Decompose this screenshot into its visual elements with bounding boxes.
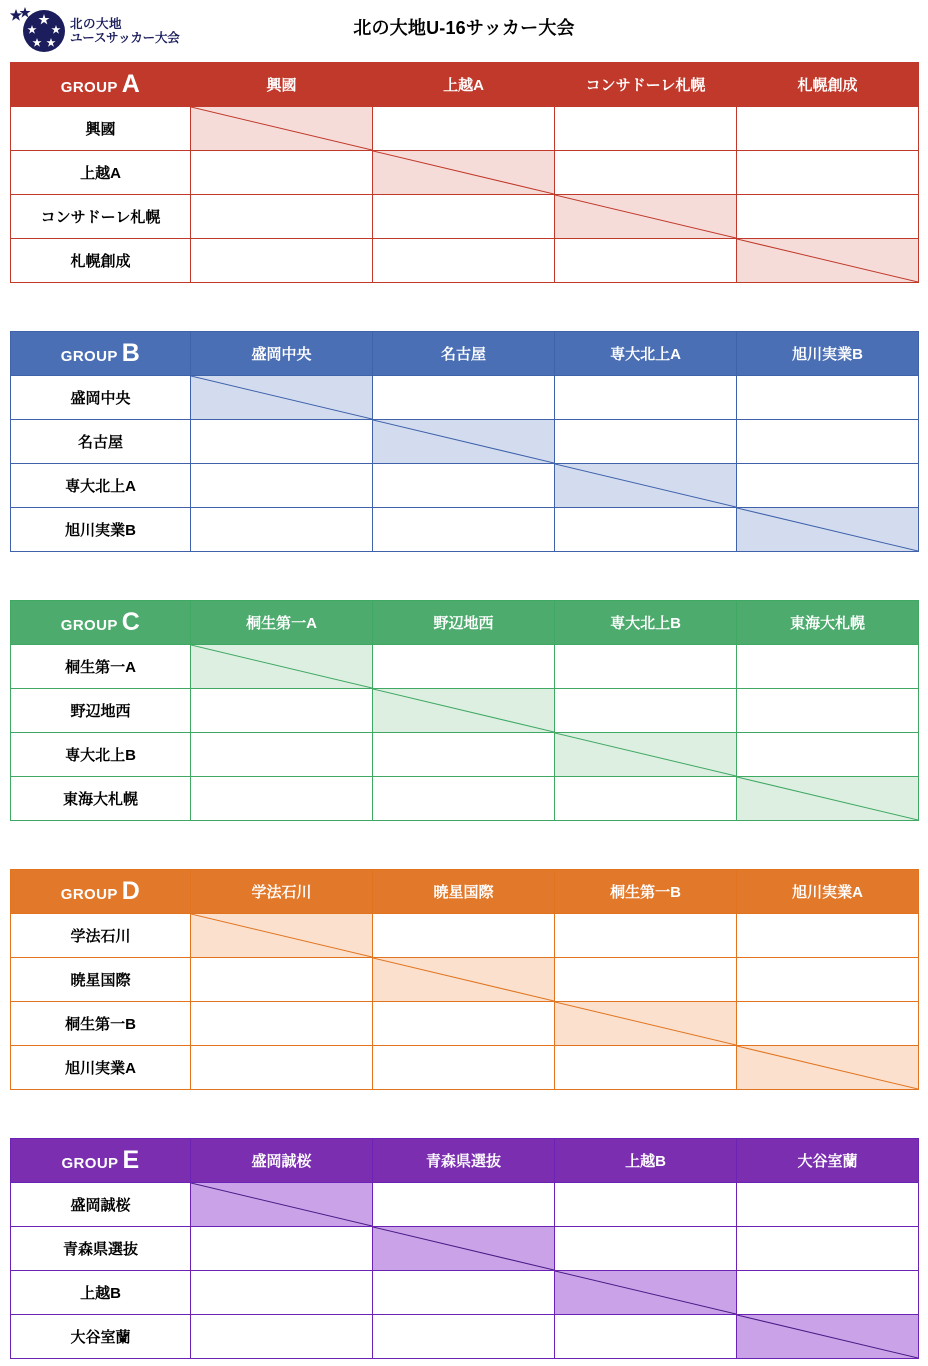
result-cell[interactable] bbox=[191, 733, 373, 777]
self-match-cell bbox=[555, 464, 737, 508]
table-row bbox=[11, 107, 919, 151]
group-heading-label: GROUP bbox=[60, 348, 118, 365]
column-header-team-2: 名古屋 bbox=[373, 332, 555, 376]
column-header-team-3: 専大北上A bbox=[555, 332, 737, 376]
table-header-row bbox=[11, 332, 919, 376]
group-heading-letter: C bbox=[121, 608, 141, 636]
column-header-team-2: 野辺地西 bbox=[373, 601, 555, 645]
diagonal-line-icon bbox=[555, 733, 736, 776]
result-cell[interactable] bbox=[373, 1002, 555, 1046]
self-match-cell bbox=[737, 508, 919, 552]
result-cell[interactable] bbox=[737, 689, 919, 733]
diagonal-line-icon bbox=[737, 508, 918, 551]
self-match-cell bbox=[555, 195, 737, 239]
result-cell[interactable] bbox=[373, 777, 555, 821]
table-header-row bbox=[11, 63, 919, 107]
result-cell[interactable] bbox=[191, 1002, 373, 1046]
diagonal-line-icon bbox=[373, 958, 554, 1001]
column-header-team-1: 学法石川 bbox=[191, 870, 373, 914]
column-header-team-3: 専大北上B bbox=[555, 601, 737, 645]
row-label-team-2: 暁星国際 bbox=[11, 958, 191, 1002]
row-label-team-2: 青森県選抜 bbox=[11, 1227, 191, 1271]
result-cell[interactable] bbox=[191, 777, 373, 821]
table-row bbox=[11, 1183, 919, 1227]
row-label-team-1: 桐生第一A bbox=[11, 645, 191, 689]
column-header-team-3: コンサドーレ札幌 bbox=[555, 63, 737, 107]
group-heading-d bbox=[11, 870, 191, 914]
result-cell[interactable] bbox=[737, 1002, 919, 1046]
result-cell[interactable] bbox=[191, 195, 373, 239]
result-cell[interactable] bbox=[555, 376, 737, 420]
result-cell[interactable] bbox=[555, 777, 737, 821]
result-cell[interactable] bbox=[737, 151, 919, 195]
result-cell[interactable] bbox=[555, 107, 737, 151]
result-cell[interactable] bbox=[555, 151, 737, 195]
table-row bbox=[11, 151, 919, 195]
table-header-row bbox=[11, 1139, 919, 1183]
result-cell[interactable] bbox=[191, 508, 373, 552]
result-cell[interactable] bbox=[373, 107, 555, 151]
table-row bbox=[11, 645, 919, 689]
group-heading-b bbox=[11, 332, 191, 376]
diagonal-line-icon bbox=[373, 420, 554, 463]
result-cell[interactable] bbox=[555, 1315, 737, 1359]
result-cell[interactable] bbox=[555, 420, 737, 464]
row-label-team-1: 盛岡中央 bbox=[11, 376, 191, 420]
result-cell[interactable] bbox=[373, 464, 555, 508]
table-row bbox=[11, 914, 919, 958]
group-heading-label: GROUP bbox=[60, 886, 118, 903]
result-cell[interactable] bbox=[191, 689, 373, 733]
result-cell[interactable] bbox=[555, 508, 737, 552]
result-cell[interactable] bbox=[191, 420, 373, 464]
row-label-team-2: 上越A bbox=[11, 151, 191, 195]
row-label-team-3: 専大北上A bbox=[11, 464, 191, 508]
group-heading-letter: B bbox=[121, 339, 141, 367]
diagonal-line-icon bbox=[737, 1315, 918, 1358]
result-cell[interactable] bbox=[373, 1183, 555, 1227]
result-cell[interactable] bbox=[737, 958, 919, 1002]
result-cell[interactable] bbox=[555, 1227, 737, 1271]
self-match-cell bbox=[737, 239, 919, 283]
result-cell[interactable] bbox=[373, 914, 555, 958]
self-match-cell bbox=[191, 645, 373, 689]
row-label-team-2: 名古屋 bbox=[11, 420, 191, 464]
diagonal-line-icon bbox=[737, 777, 918, 820]
table-row bbox=[11, 1002, 919, 1046]
self-match-cell bbox=[191, 107, 373, 151]
column-header-team-1: 興國 bbox=[191, 63, 373, 107]
result-cell[interactable] bbox=[555, 1183, 737, 1227]
self-match-cell bbox=[555, 733, 737, 777]
column-header-team-4: 東海大札幌 bbox=[737, 601, 919, 645]
table-row bbox=[11, 958, 919, 1002]
result-cell[interactable] bbox=[737, 914, 919, 958]
row-label-team-3: 専大北上B bbox=[11, 733, 191, 777]
column-header-team-2: 暁星国際 bbox=[373, 870, 555, 914]
diagonal-line-icon bbox=[555, 1271, 736, 1314]
diagonal-line-icon bbox=[737, 1046, 918, 1089]
self-match-cell bbox=[191, 376, 373, 420]
diagonal-line-icon bbox=[191, 914, 372, 957]
group-block-d bbox=[10, 869, 918, 1090]
table-row bbox=[11, 195, 919, 239]
table-row bbox=[11, 689, 919, 733]
group-block-c bbox=[10, 600, 918, 821]
group-heading-letter: D bbox=[121, 877, 141, 905]
column-header-team-2: 青森県選抜 bbox=[373, 1139, 555, 1183]
diagonal-line-icon bbox=[555, 464, 736, 507]
result-cell[interactable] bbox=[373, 508, 555, 552]
row-label-team-4: 旭川実業A bbox=[11, 1046, 191, 1090]
row-label-team-1: 興國 bbox=[11, 107, 191, 151]
diagonal-line-icon bbox=[191, 376, 372, 419]
result-cell[interactable] bbox=[555, 914, 737, 958]
group-table-b bbox=[10, 331, 919, 552]
page-title: 北の大地U-16サッカー大会 bbox=[353, 18, 575, 38]
diagonal-line-icon bbox=[191, 645, 372, 688]
group-heading-letter: E bbox=[122, 1146, 140, 1174]
row-label-team-3: 桐生第一B bbox=[11, 1002, 191, 1046]
row-label-team-4: 大谷室蘭 bbox=[11, 1315, 191, 1359]
diagonal-line-icon bbox=[373, 1227, 554, 1270]
row-label-team-4: 札幌創成 bbox=[11, 239, 191, 283]
result-cell[interactable] bbox=[737, 645, 919, 689]
self-match-cell bbox=[555, 1002, 737, 1046]
diagonal-line-icon bbox=[555, 195, 736, 238]
diagonal-line-icon bbox=[737, 239, 918, 282]
group-heading-letter: A bbox=[121, 70, 141, 98]
table-row bbox=[11, 1046, 919, 1090]
column-header-team-3: 桐生第一B bbox=[555, 870, 737, 914]
column-header-team-4: 大谷室蘭 bbox=[737, 1139, 919, 1183]
column-header-team-4: 旭川実業B bbox=[737, 332, 919, 376]
table-row bbox=[11, 508, 919, 552]
result-cell[interactable] bbox=[555, 689, 737, 733]
row-label-team-4: 東海大札幌 bbox=[11, 777, 191, 821]
result-cell[interactable] bbox=[191, 1271, 373, 1315]
result-cell[interactable] bbox=[373, 376, 555, 420]
group-heading-label: GROUP bbox=[60, 79, 118, 96]
column-header-team-1: 盛岡中央 bbox=[191, 332, 373, 376]
self-match-cell bbox=[737, 777, 919, 821]
result-cell[interactable] bbox=[373, 645, 555, 689]
table-row bbox=[11, 777, 919, 821]
result-cell[interactable] bbox=[191, 958, 373, 1002]
row-label-team-3: コンサドーレ札幌 bbox=[11, 195, 191, 239]
group-table-e bbox=[10, 1138, 919, 1359]
result-cell[interactable] bbox=[373, 1046, 555, 1090]
result-cell[interactable] bbox=[191, 151, 373, 195]
column-header-team-4: 札幌創成 bbox=[737, 63, 919, 107]
row-label-team-4: 旭川実業B bbox=[11, 508, 191, 552]
diagonal-line-icon bbox=[373, 689, 554, 732]
self-match-cell bbox=[373, 420, 555, 464]
result-cell[interactable] bbox=[191, 464, 373, 508]
self-match-cell bbox=[737, 1046, 919, 1090]
column-header-team-2: 上越A bbox=[373, 63, 555, 107]
result-cell[interactable] bbox=[737, 420, 919, 464]
result-cell[interactable] bbox=[191, 1227, 373, 1271]
self-match-cell bbox=[373, 1227, 555, 1271]
result-cell[interactable] bbox=[191, 239, 373, 283]
diagonal-line-icon bbox=[191, 107, 372, 150]
result-cell[interactable] bbox=[373, 733, 555, 777]
diagonal-line-icon bbox=[191, 1183, 372, 1226]
column-header-team-4: 旭川実業A bbox=[737, 870, 919, 914]
group-block-a bbox=[10, 62, 918, 283]
group-heading-a bbox=[11, 63, 191, 107]
table-row bbox=[11, 376, 919, 420]
column-header-team-1: 桐生第一A bbox=[191, 601, 373, 645]
row-label-team-1: 学法石川 bbox=[11, 914, 191, 958]
column-header-team-1: 盛岡誠桜 bbox=[191, 1139, 373, 1183]
logo-text-line1: 北の大地 bbox=[70, 16, 123, 31]
result-cell[interactable] bbox=[373, 1271, 555, 1315]
table-row bbox=[11, 239, 919, 283]
result-cell[interactable] bbox=[737, 464, 919, 508]
self-match-cell bbox=[373, 151, 555, 195]
self-match-cell bbox=[191, 914, 373, 958]
logo-text-line2: ユースサッカー大会 bbox=[70, 31, 180, 45]
result-cell[interactable] bbox=[737, 376, 919, 420]
result-cell[interactable] bbox=[191, 1315, 373, 1359]
result-cell[interactable] bbox=[555, 645, 737, 689]
result-cell[interactable] bbox=[737, 733, 919, 777]
table-row bbox=[11, 1227, 919, 1271]
group-heading-label: GROUP bbox=[61, 1155, 119, 1172]
result-cell[interactable] bbox=[737, 107, 919, 151]
table-row bbox=[11, 1271, 919, 1315]
group-heading-e bbox=[11, 1139, 191, 1183]
column-header-team-3: 上越B bbox=[555, 1139, 737, 1183]
self-match-cell bbox=[191, 1183, 373, 1227]
result-cell[interactable] bbox=[373, 195, 555, 239]
table-row bbox=[11, 464, 919, 508]
group-heading-c bbox=[11, 601, 191, 645]
table-header-row bbox=[11, 601, 919, 645]
result-cell[interactable] bbox=[555, 239, 737, 283]
self-match-cell bbox=[373, 689, 555, 733]
group-block-b bbox=[10, 331, 918, 552]
table-row bbox=[11, 733, 919, 777]
table-header-row bbox=[11, 870, 919, 914]
table-row bbox=[11, 420, 919, 464]
result-cell[interactable] bbox=[373, 1315, 555, 1359]
result-cell[interactable] bbox=[737, 1271, 919, 1315]
result-cell[interactable] bbox=[737, 1183, 919, 1227]
result-cell[interactable] bbox=[555, 1046, 737, 1090]
page-header bbox=[0, 0, 928, 62]
result-cell[interactable] bbox=[737, 195, 919, 239]
row-label-team-1: 盛岡誠桜 bbox=[11, 1183, 191, 1227]
row-label-team-3: 上越B bbox=[11, 1271, 191, 1315]
result-cell[interactable] bbox=[191, 1046, 373, 1090]
diagonal-line-icon bbox=[555, 1002, 736, 1045]
diagonal-line-icon bbox=[373, 151, 554, 194]
group-heading-label: GROUP bbox=[60, 617, 118, 634]
result-cell[interactable] bbox=[737, 1227, 919, 1271]
group-block-e bbox=[10, 1138, 918, 1359]
result-cell[interactable] bbox=[373, 239, 555, 283]
table-row bbox=[11, 1315, 919, 1359]
self-match-cell bbox=[555, 1271, 737, 1315]
result-cell[interactable] bbox=[555, 958, 737, 1002]
group-table-c bbox=[10, 600, 919, 821]
row-label-team-2: 野辺地西 bbox=[11, 689, 191, 733]
self-match-cell bbox=[373, 958, 555, 1002]
self-match-cell bbox=[737, 1315, 919, 1359]
group-table-d bbox=[10, 869, 919, 1090]
group-table-a bbox=[10, 62, 919, 283]
